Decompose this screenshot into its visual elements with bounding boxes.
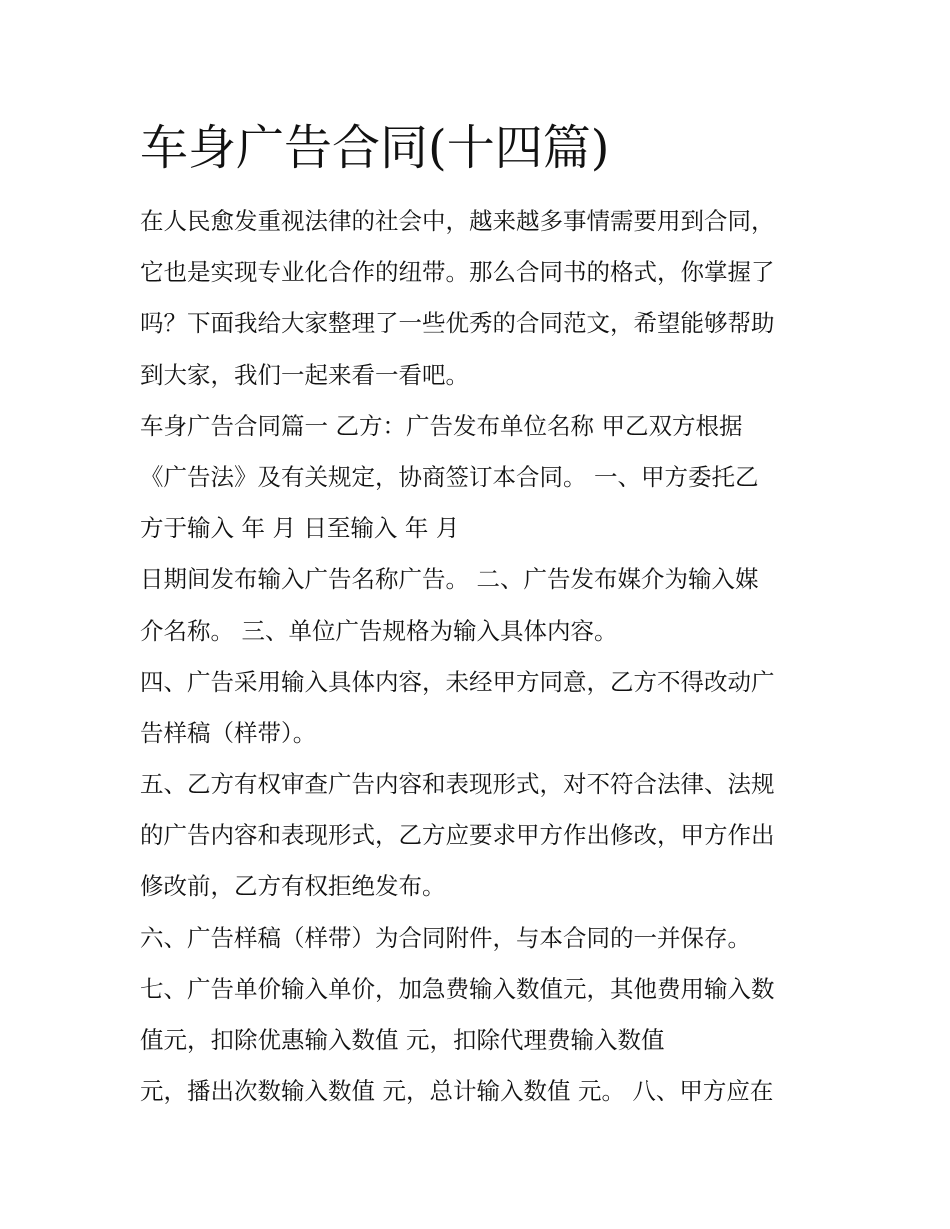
text-line: 五、乙方有权审查广告内容和表现形式，对不符合法律、法规 <box>140 770 775 799</box>
text-line: 值元，扣除优惠输入数值 元，扣除代理费输入数值 <box>140 1026 665 1054</box>
text-line: 方于输入 年 月 日至输入 年 月 <box>140 514 460 543</box>
text-line: 它也是实现专业化合作的纽带。那么合同书的格式，你掌握了 <box>140 258 775 287</box>
text-line: 《广告法》及有关规定，协商签订本合同。 一、甲方委托乙 <box>140 462 759 491</box>
text-line: 四、广告采用输入具体内容，未经甲方同意，乙方不得改动广 <box>140 667 775 696</box>
text-line: 六、广告样稿（样带）为合同附件，与本合同的一并保存。 <box>140 923 751 952</box>
text-line: 修改前，乙方有权拒绝发布。 <box>140 872 446 901</box>
text-line: 日期间发布输入广告名称广告。 二、广告发布媒介为输入媒 <box>140 565 759 594</box>
text-line: 七、广告单价输入单价，加急费输入数值元，其他费用输入数 <box>140 974 775 1003</box>
text-line: 的广告内容和表现形式，乙方应要求甲方作出修改，甲方作出 <box>140 821 775 850</box>
text-line: 车身广告合同篇一 乙方：广告发布单位名称 甲乙双方根据 <box>140 411 743 440</box>
document-title: 车身广告合同(十四篇) <box>140 120 610 176</box>
text-line: 元，播出次数输入数值 元，总计输入数值 元。 八、甲方应在 <box>140 1077 774 1106</box>
text-line: 吗？下面我给大家整理了一些优秀的合同范文，希望能够帮助 <box>140 309 775 338</box>
text-line: 告样稿（样带）。 <box>140 718 317 747</box>
text-line: 在人民愈发重视法律的社会中，越来越多事情需要用到合同， <box>140 207 775 235</box>
text-line: 介名称。 三、单位广告规格为输入具体内容。 <box>140 616 618 645</box>
text-line: 到大家，我们一起来看一看吧。 <box>140 360 469 389</box>
document-body <box>140 196 830 1117</box>
